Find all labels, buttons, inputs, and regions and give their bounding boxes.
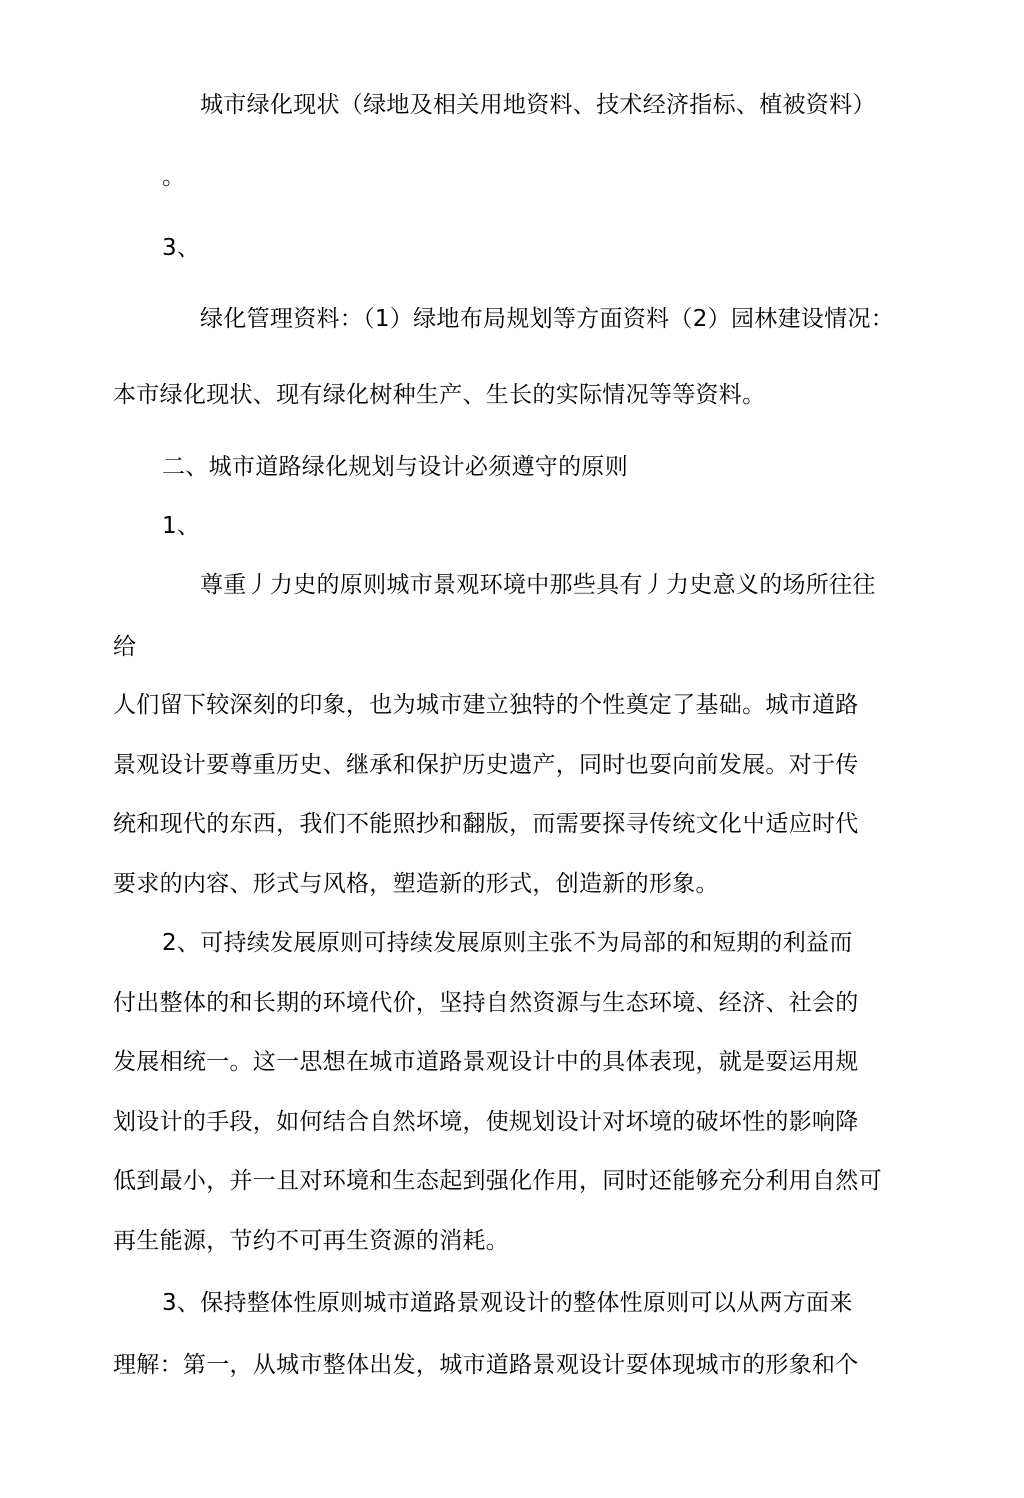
text-line: 发展相统一。这一思想在城市道路景观设计中的具体表现，就是耍运用规 <box>113 1049 859 1075</box>
text-line: 景观设计要尊重历史、继承和保护历史遗产，同时也耍向前发展。对于传 <box>113 752 859 778</box>
text-line: 理解：第一，从城市整体出发，城市道路景观设计耍体现城市的形象和个 <box>113 1352 859 1378</box>
text-line: 要求的内容、形式与风格，塑造新的形式，创造新的形象。 <box>113 871 719 897</box>
text-line: 2、可持续发展原则可持续发展原则主张不为局部的和短期的利益而 <box>162 930 853 956</box>
text-line: 。 <box>162 164 186 190</box>
text-line: 人们留下较深刻的印象，也为城市建立独特的个性奠定了基础。城市道路 <box>113 692 859 718</box>
text-line: 绿化管理资料：（1）绿地布局规划等方面资料（2）园林建设情况： <box>200 306 895 332</box>
text-line: 低到最小，并一且对环境和生态起到强化作用，同时还能够充分利用自然可 <box>113 1168 882 1194</box>
text-line: 划设计的手段，如何结合自然坏境，使规划设计对坏境的破坏性的影响降 <box>113 1109 859 1135</box>
text-line: 城市绿化现状（绿地及相关用地资料、技术经济指标、植被资料） <box>200 92 876 118</box>
text-line: 再生能源，节约不可再生资源的消耗。 <box>113 1228 510 1254</box>
text-line: 尊重丿力史的原则城市景观环境中那些具有丿力史意义的场所往往 <box>200 572 876 598</box>
text-line: 给 <box>113 634 137 660</box>
text-line: 1、 <box>162 513 201 539</box>
text-line: 统和现代的东西，我们不能照抄和翻版，而需要探寻传统文化屮适应时代 <box>113 811 859 837</box>
section-heading: 二、城市道路绿化规划与设计必须遵守的原则 <box>162 454 628 480</box>
text-line: 付出整体的和长期的环境代价，坚持自然资源与生态环境、经济、社会的 <box>113 990 859 1016</box>
text-line: 3、 <box>162 235 201 261</box>
text-line: 3、保持整体性原则城市道路景观设计的整体性原则可以从两方面来 <box>162 1290 853 1316</box>
text-line: 本市绿化现状、现有绿化树种生产、生长的实际情况等等资料。 <box>113 382 766 408</box>
